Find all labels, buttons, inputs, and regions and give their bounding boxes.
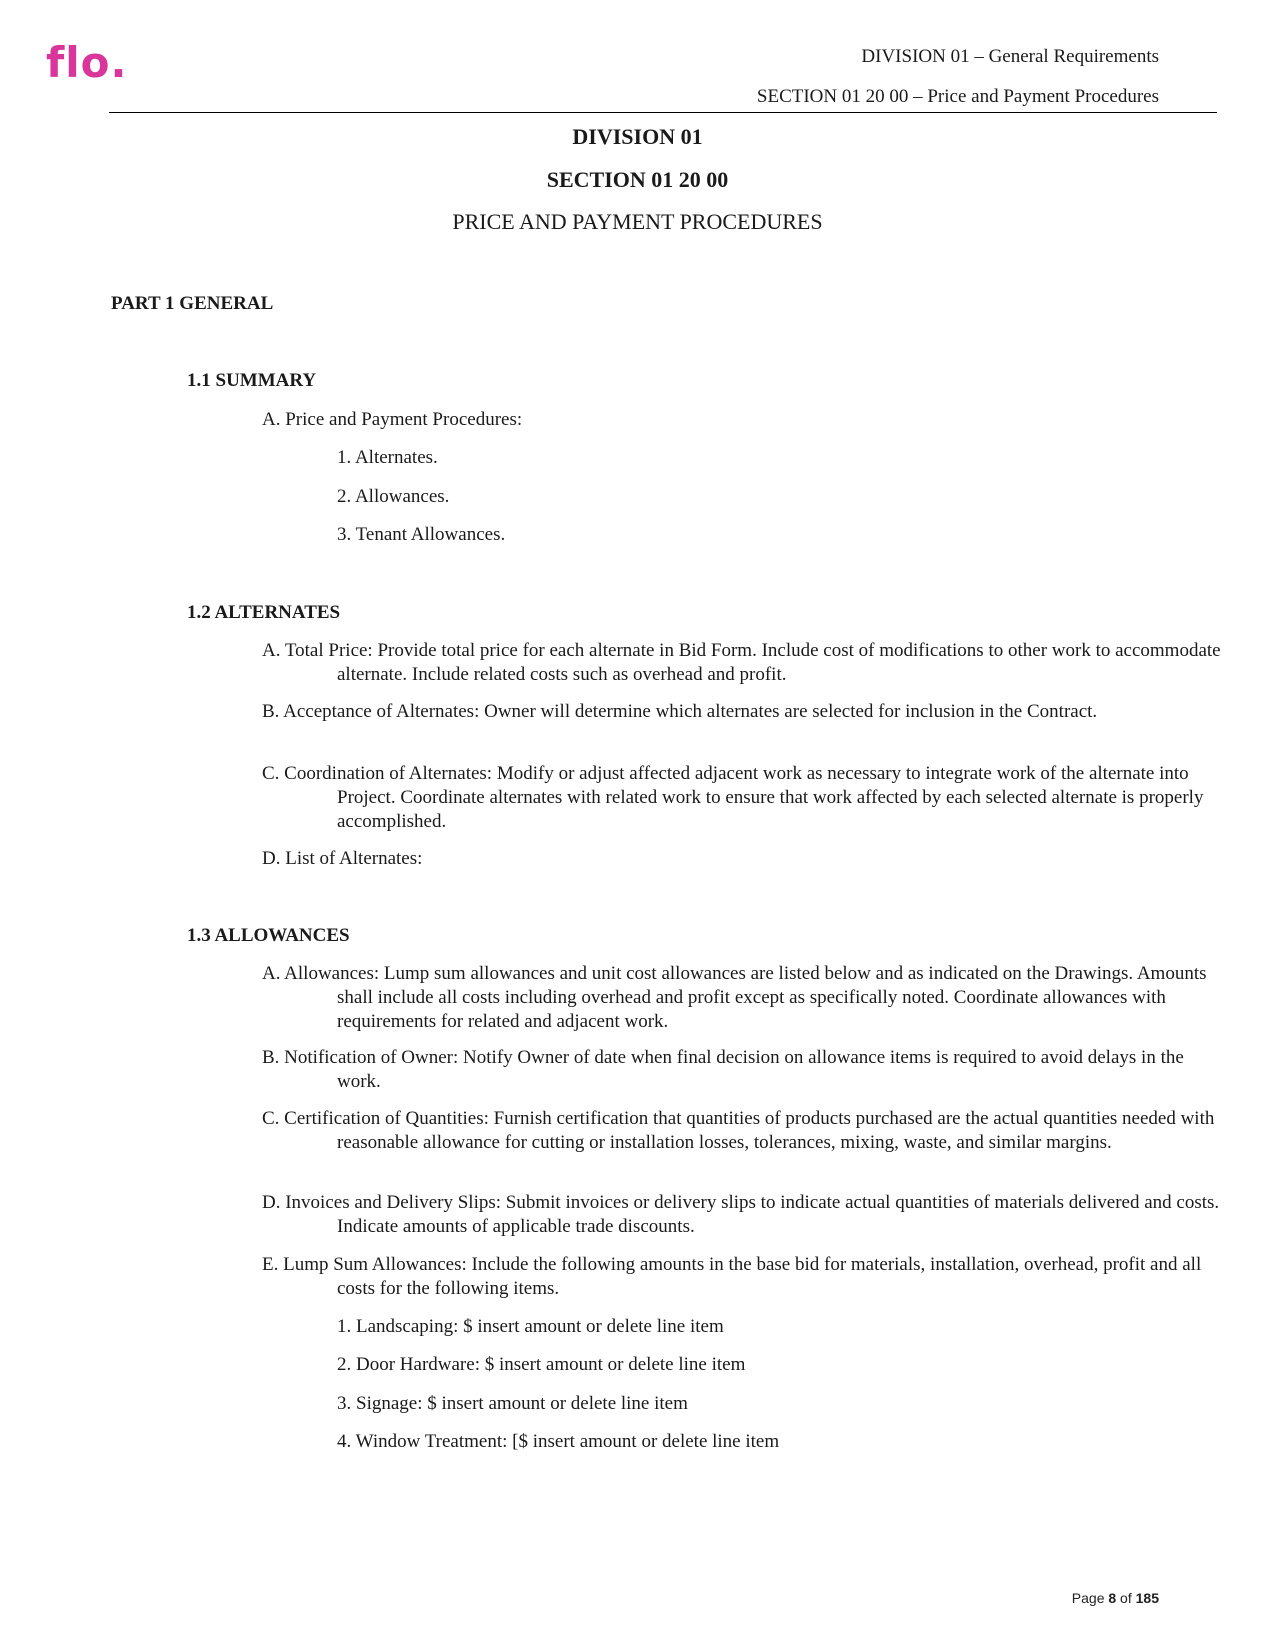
section-1-2-heading: 1.2 ALTERNATES — [187, 602, 341, 623]
header-rule — [109, 112, 1217, 113]
alternates-item-a: A. Total Price: Provide total price for each alternate in Bid Form. Include cost of modifications to other work to accommodate alternate. Include related costs such as overhead and profit. — [262, 640, 1221, 685]
allowances-item-e: E. Lump Sum Allowances: Include the following amounts in the base bid for materials, installation, overhead, profit and all costs for the following items. — [262, 1254, 1202, 1299]
allowance-sub-item: 1. Landscaping: $ insert amount or delete line item — [337, 1316, 724, 1337]
section-1-3-heading: 1.3 ALLOWANCES — [187, 925, 350, 946]
summary-item-a: A. Price and Payment Procedures: — [262, 409, 523, 430]
header-division: DIVISION 01 – General Requirements — [861, 46, 1159, 67]
allowances-item-d: D. Invoices and Delivery Slips: Submit invoices or delivery slips to indicate actual quantities of materials delivered and costs. Indicate amounts of applicable trade discounts. — [262, 1192, 1220, 1237]
allowance-sub-item: 4. Window Treatment: [$ insert amount or delete line item — [337, 1431, 780, 1452]
flo-logo: flo. — [46, 38, 128, 87]
allowance-sub-item: 3. Signage: $ insert amount or delete line item — [337, 1393, 688, 1414]
summary-sub-item: 1. Alternates. — [337, 447, 438, 468]
allowances-item-b: B. Notification of Owner: Notify Owner of date when final decision on allowance items is required to avoid delays in the work. — [262, 1047, 1184, 1092]
allowances-item-a: A. Allowances: Lump sum allowances and unit cost allowances are listed below and as indicated on the Drawings. Amounts shall include all costs including overhead and profit except as specifically noted. Coordinate allowances with requirements for related and adjacent work. — [262, 963, 1207, 1032]
summary-sub-item: 3. Tenant Allowances. — [337, 524, 506, 545]
title-name: PRICE AND PAYMENT PROCEDURES — [452, 209, 823, 234]
allowances-item-c: C. Certification of Quantities: Furnish certification that quantities of products purchased are the actual quantities needed with reasonable allowance for cutting or installation losses, tolerances, mixing, waste, and similar margins. — [262, 1108, 1215, 1153]
alternates-item-b: B. Acceptance of Alternates: Owner will determine which alternates are selected for inclusion in the Contract. — [262, 701, 1098, 722]
title-section: SECTION 01 20 00 — [546, 167, 729, 192]
alternates-item-d: D. List of Alternates: — [262, 848, 423, 869]
part-heading: PART 1 GENERAL — [111, 293, 274, 314]
summary-sub-item: 2. Allowances. — [337, 486, 450, 507]
title-division: DIVISION 01 — [572, 124, 703, 149]
header-section: SECTION 01 20 00 – Price and Payment Procedures — [756, 86, 1159, 107]
page-number: Page 8 of 185 — [1071, 1590, 1159, 1606]
alternates-item-c: C. Coordination of Alternates: Modify or adjust affected adjacent work as necessary to integrate work of the alternate into Project. Coordinate alternates with related work to ensure that work affected by each selected alternate is properly accomplished. — [262, 763, 1204, 832]
allowance-sub-item: 2. Door Hardware: $ insert amount or delete line item — [337, 1354, 746, 1375]
section-1-1-heading: 1.1 SUMMARY — [187, 370, 317, 391]
